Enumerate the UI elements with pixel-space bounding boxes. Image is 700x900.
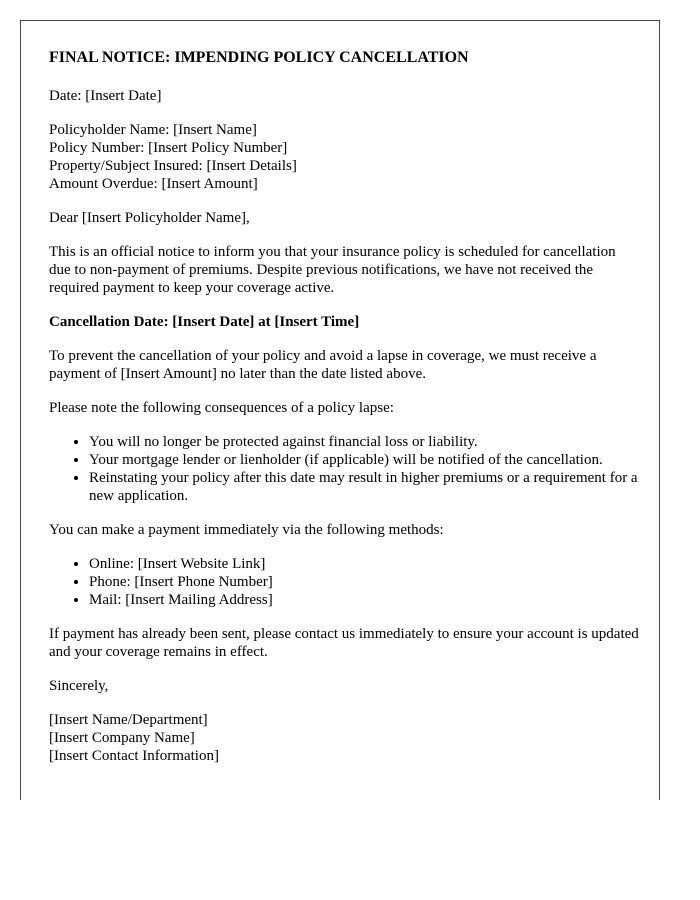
intro-paragraph: This is an official notice to inform you that your insurance policy is scheduled for cancellation due to non-payment of premiums. Despite previous notifications, we have not received the required payment to keep your coverage active. [49,244,616,296]
signature-block [49,711,639,765]
policy-details [49,121,639,193]
list-item: • Your mortgage lender or lienholder (if applicable) will be notified of the cancellation. [89,451,639,469]
detail-property-insured: Property/Subject Insured: [Insert Details] [49,158,297,174]
list-item: • Mail: [Insert Mailing Address] [89,591,639,609]
detail-amount-overdue: Amount Overdue: [Insert Amount] [49,176,258,192]
already-paid-paragraph: If payment has already been sent, please contact us immediately to ensure your account is updated and your coverage remains in effect. [49,626,639,660]
salutation: Dear [Insert Policyholder Name], [49,210,250,226]
signature-name-department: [Insert Name/Department] [49,712,208,728]
closing: Sincerely, [49,678,109,694]
list-item: • You will no longer be protected against financial loss or liability. [89,433,639,451]
date-line: Date: [Insert Date] [49,88,162,104]
list-item: • Phone: [Insert Phone Number] [89,573,639,591]
letter-content [49,49,639,765]
letter-page [20,20,660,800]
detail-policy-number: Policy Number: [Insert Policy Number] [49,140,288,156]
signature-company-name: [Insert Company Name] [49,730,195,746]
prevent-paragraph: To prevent the cancellation of your policy and avoid a lapse in coverage, we must receive a payment of [Insert Amount] no later than the date listed above. [49,348,597,382]
cancellation-date: Cancellation Date: [Insert Date] at [Insert Time] [49,314,360,330]
payment-methods-list [49,555,639,609]
signature-contact-info: [Insert Contact Information] [49,748,219,764]
notice-title: FINAL NOTICE: IMPENDING POLICY CANCELLATION [49,49,469,66]
consequences-intro: Please note the following consequences of a policy lapse: [49,400,394,416]
list-item: • Reinstating your policy after this date may result in higher premiums or a requirement for a new application. [89,469,639,505]
payment-intro: You can make a payment immediately via the following methods: [49,522,444,538]
consequences-list [49,433,639,505]
detail-policyholder-name: Policyholder Name: [Insert Name] [49,122,257,138]
list-item: • Online: [Insert Website Link] [89,555,639,573]
